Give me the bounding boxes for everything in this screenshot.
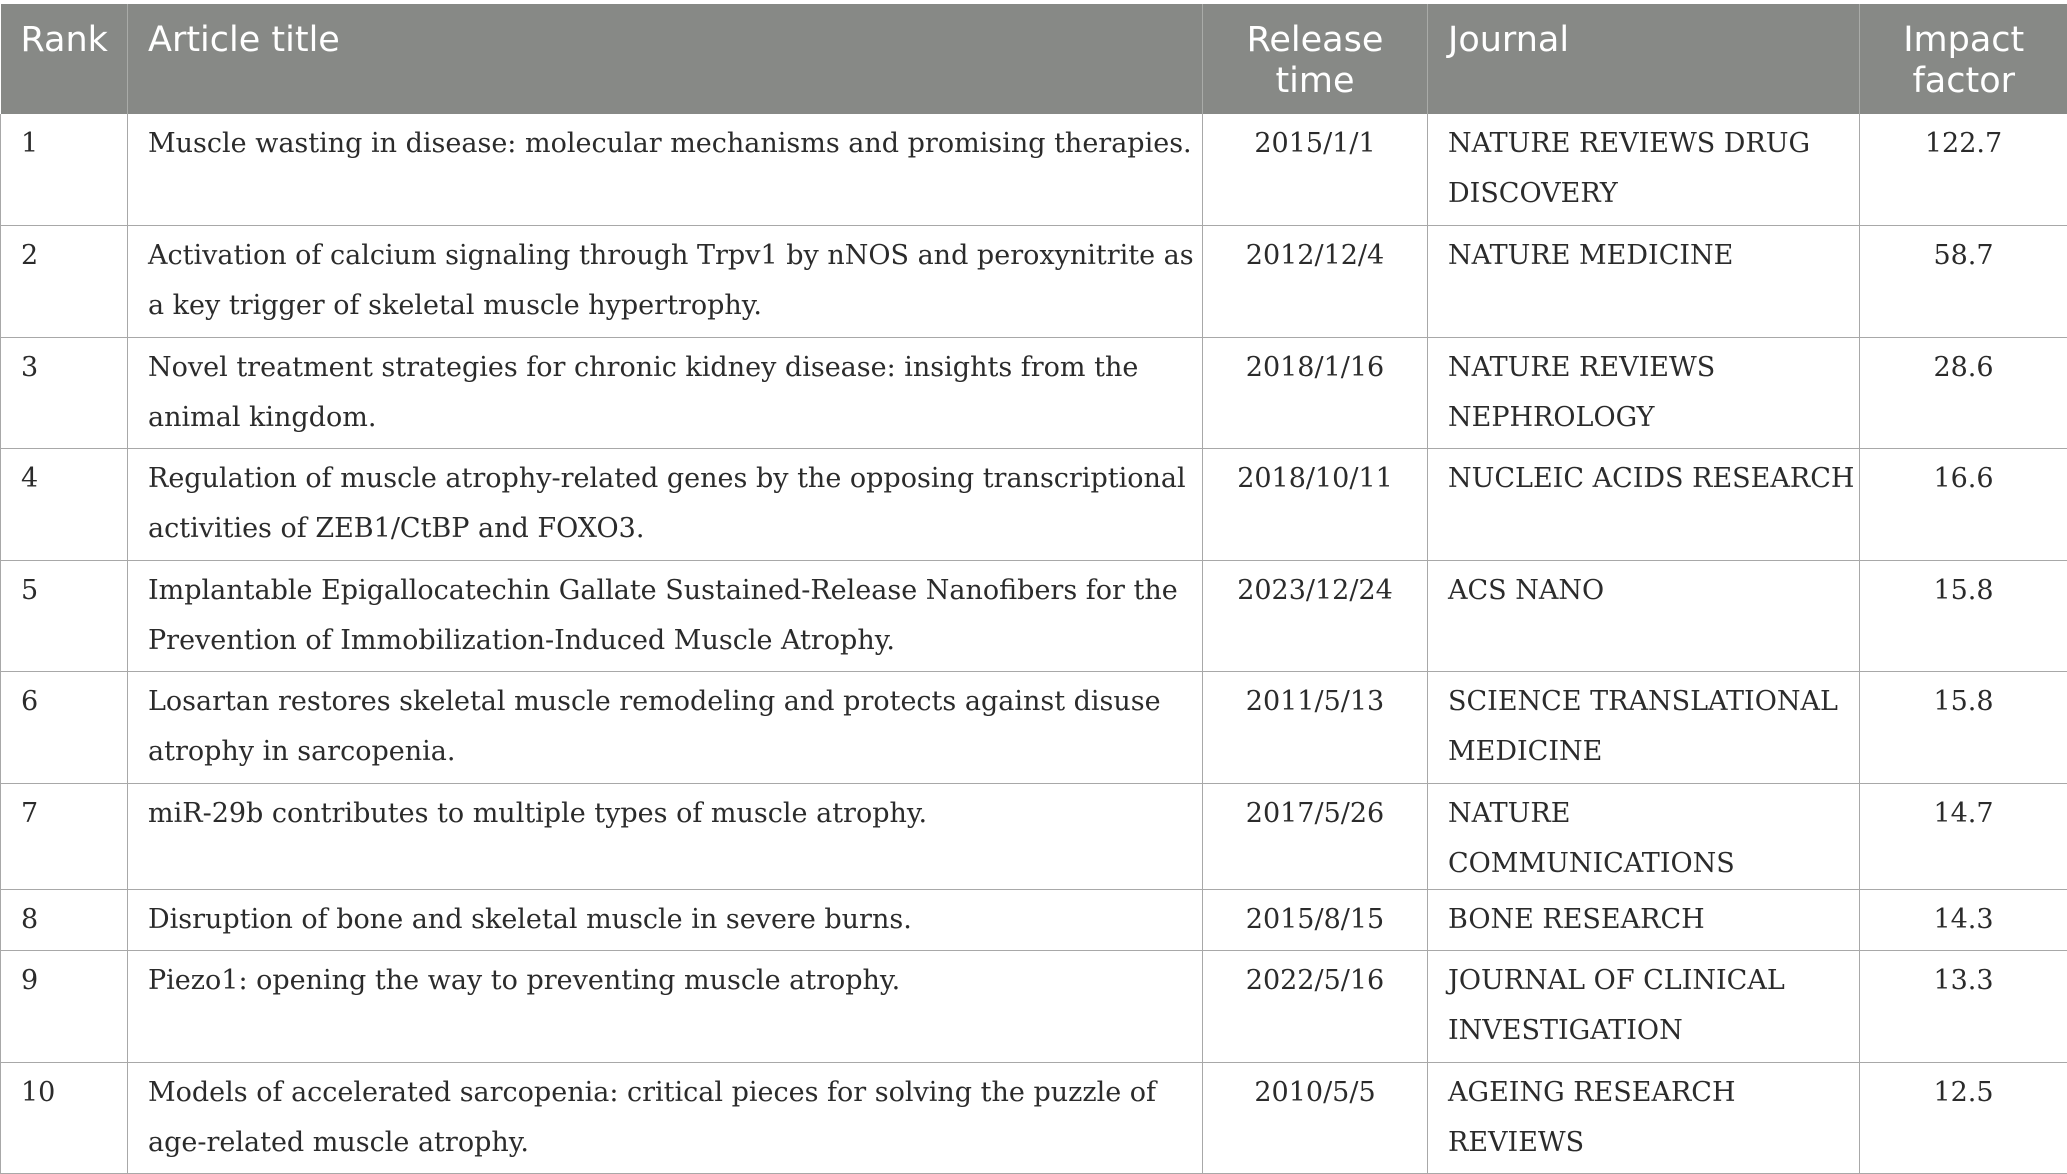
cell-impact-factor: 28.6	[1860, 337, 2067, 449]
cell-article-title: Models of accelerated sarcopenia: critical pieces for solving the puzzle of age-related muscle atrophy.	[128, 1062, 1203, 1174]
cell-release-time: 2018/1/16	[1203, 337, 1428, 449]
cell-article-title: Regulation of muscle atrophy-related genes by the opposing transcriptional activities of ZEB1/CtBP and FOXO3.	[128, 449, 1203, 561]
cell-impact-factor: 58.7	[1860, 226, 2067, 338]
cell-journal: NATURE REVIEWS DRUG DISCOVERY	[1428, 114, 1860, 226]
cell-rank: 6	[1, 672, 128, 784]
header-article-title: Article title	[128, 4, 1203, 114]
table-row	[1, 1062, 2067, 1174]
cell-journal: AGEING RESEARCH REVIEWS	[1428, 1062, 1860, 1174]
table-row	[1, 783, 2067, 889]
cell-release-time: 2015/8/15	[1203, 889, 1428, 951]
cell-article-title: Novel treatment strategies for chronic kidney disease: insights from the animal kingdom.	[128, 337, 1203, 449]
cell-article-title: Muscle wasting in disease: molecular mechanisms and promising therapies.	[128, 114, 1203, 226]
table-row	[1, 114, 2067, 226]
cell-journal: NATURE REVIEWS NEPHROLOGY	[1428, 337, 1860, 449]
cell-release-time: 2022/5/16	[1203, 951, 1428, 1063]
cell-journal: NUCLEIC ACIDS RESEARCH	[1428, 449, 1860, 561]
header-impact-factor-line1: Impact	[1903, 20, 2024, 60]
cell-rank: 4	[1, 449, 128, 561]
cell-journal: BONE RESEARCH	[1428, 889, 1860, 951]
table-row	[1, 889, 2067, 951]
cell-rank: 8	[1, 889, 128, 951]
cell-rank: 9	[1, 951, 128, 1063]
cell-release-time: 2012/12/4	[1203, 226, 1428, 338]
cell-impact-factor: 14.3	[1860, 889, 2067, 951]
cell-article-title: Activation of calcium signaling through Trpv1 by nNOS and peroxynitrite as a key trigger of skeletal muscle hypertrophy.	[128, 226, 1203, 338]
header-release-time-line2: time	[1275, 61, 1354, 101]
cell-rank: 1	[1, 114, 128, 226]
cell-release-time: 2023/12/24	[1203, 560, 1428, 672]
cell-journal: SCIENCE TRANSLATIONAL MEDICINE	[1428, 672, 1860, 784]
cell-impact-factor: 14.7	[1860, 783, 2067, 889]
cell-journal: NATURE MEDICINE	[1428, 226, 1860, 338]
top-articles-table	[0, 4, 2067, 1174]
table-row	[1, 337, 2067, 449]
cell-article-title: Piezo1: opening the way to preventing muscle atrophy.	[128, 951, 1203, 1063]
cell-impact-factor: 15.8	[1860, 672, 2067, 784]
header-impact-factor-line2: factor	[1912, 61, 2015, 101]
table-row	[1, 226, 2067, 338]
cell-rank: 3	[1, 337, 128, 449]
articles-table-container	[0, 4, 2067, 1174]
header-journal: Journal	[1428, 4, 1860, 114]
header-release-time	[1203, 4, 1428, 114]
table-header	[1, 4, 2067, 114]
cell-impact-factor: 122.7	[1860, 114, 2067, 226]
cell-release-time: 2010/5/5	[1203, 1062, 1428, 1174]
cell-impact-factor: 16.6	[1860, 449, 2067, 561]
cell-rank: 10	[1, 1062, 128, 1174]
cell-impact-factor: 15.8	[1860, 560, 2067, 672]
cell-journal: JOURNAL OF CLINICAL INVESTIGATION	[1428, 951, 1860, 1063]
table-row	[1, 951, 2067, 1063]
cell-release-time: 2017/5/26	[1203, 783, 1428, 889]
cell-journal: ACS NANO	[1428, 560, 1860, 672]
cell-release-time: 2011/5/13	[1203, 672, 1428, 784]
header-release-time-line1: Release	[1247, 20, 1384, 60]
header-rank: Rank	[1, 4, 128, 114]
cell-rank: 2	[1, 226, 128, 338]
cell-article-title: Losartan restores skeletal muscle remodeling and protects against disuse atrophy in sarcopenia.	[128, 672, 1203, 784]
cell-rank: 7	[1, 783, 128, 889]
cell-impact-factor: 12.5	[1860, 1062, 2067, 1174]
header-row	[1, 4, 2067, 114]
table-body	[1, 114, 2067, 1174]
cell-article-title: Disruption of bone and skeletal muscle in severe burns.	[128, 889, 1203, 951]
table-row	[1, 672, 2067, 784]
cell-rank: 5	[1, 560, 128, 672]
cell-release-time: 2015/1/1	[1203, 114, 1428, 226]
cell-journal: NATURE COMMUNICATIONS	[1428, 783, 1860, 889]
table-row	[1, 560, 2067, 672]
table-row	[1, 449, 2067, 561]
cell-release-time: 2018/10/11	[1203, 449, 1428, 561]
cell-article-title: miR-29b contributes to multiple types of muscle atrophy.	[128, 783, 1203, 889]
cell-article-title: Implantable Epigallocatechin Gallate Sustained-Release Nanofibers for the Prevention of Immobilization-Induced Muscle Atrophy.	[128, 560, 1203, 672]
header-impact-factor	[1860, 4, 2067, 114]
cell-impact-factor: 13.3	[1860, 951, 2067, 1063]
